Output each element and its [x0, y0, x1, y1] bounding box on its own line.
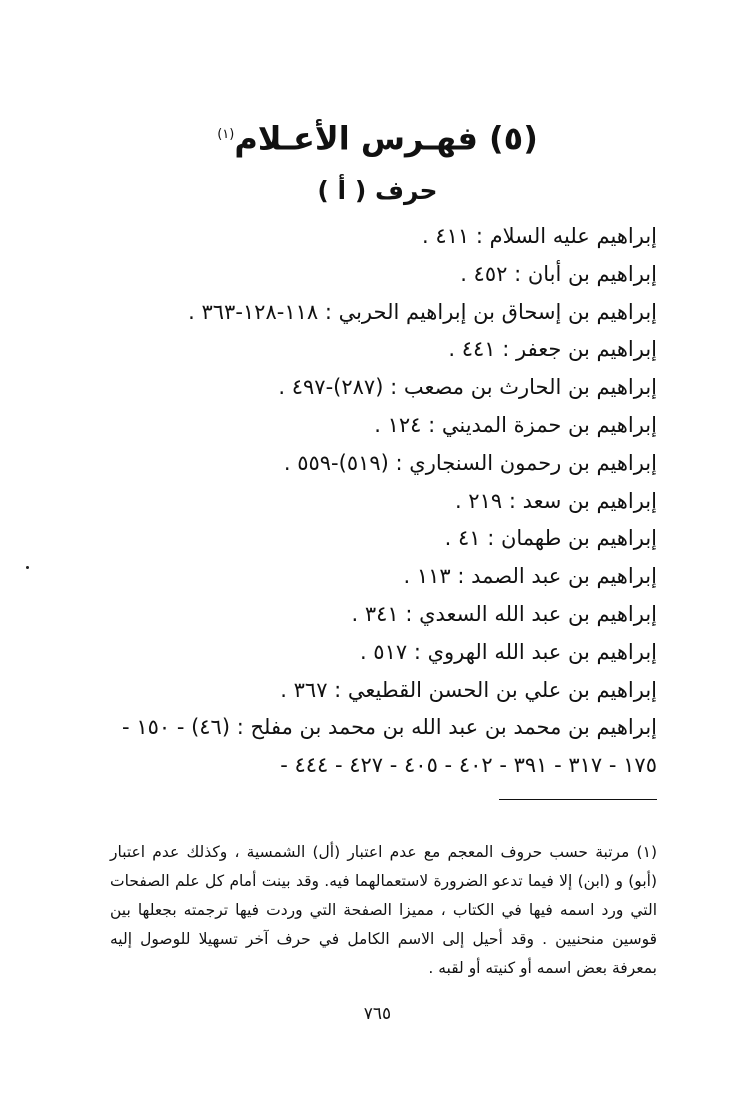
footnote: (١) مرتبة حسب حروف المعجم مع عدم اعتبار (أل) الشمسية ، وكذلك عدم اعتبار (أبو) و (ابن) إلا فيما تدعو الضرورة لاستعمالهما فيه. وقد بينت أمام كل علم الصفحات التي ورد اسمه فيها في الكتاب ، مميزا الصفحة التي وردت فيها ترجمته بجعلها بين قوسين منحنيين . وقد أحيل إلى الاسم الكامل في حرف آخر تسهيلا للوصول إليه بمعرفة بعض اسمه أو كنيته أو لقبه .: [110, 842, 657, 977]
footnote-reference: (١): [217, 127, 235, 143]
index-entry: إبراهيم بن أبان : ٤٥٢ .: [460, 261, 657, 286]
index-entries: [110, 218, 657, 785]
page-title: [0, 113, 755, 161]
footnote-divider: [499, 799, 657, 800]
index-entry: إبراهيم بن سعد : ٢١٩ .: [454, 488, 657, 513]
page-number: ٧٦٥: [363, 1004, 392, 1024]
index-entry: إبراهيم بن عبد الله الهروي : ٥١٧ .: [359, 639, 657, 664]
index-entry: إبراهيم بن رحمون السنجاري : (٥١٩)-٥٥٩ .: [283, 450, 657, 475]
index-entry: إبراهيم بن حمزة المديني : ١٢٤ .: [374, 412, 657, 437]
index-entry: إبراهيم بن جعفر : ٤٤١ .: [448, 337, 657, 362]
index-entry-continuation: ١٧٥ - ٣١٧ - ٣٩١ - ٤٠٢ - ٤٠٥ - ٤٢٧ - ٤٤٤ -: [280, 753, 657, 778]
index-entry: إبراهيم بن عبد الصمد : ١١٣ .: [403, 564, 657, 589]
index-entry-first-line: إبراهيم بن محمد بن عبد الله بن محمد بن مفلح : (٤٦) - ١٥٠ -: [122, 715, 657, 740]
index-entry: إبراهيم بن الحارث بن مصعب : (٢٨٧)-٤٩٧ .: [278, 375, 657, 400]
index-entry: إبراهيم بن عبد الله السعدي : ٣٤١ .: [351, 601, 657, 626]
margin-speck: [26, 566, 29, 569]
index-entry: إبراهيم عليه السلام : ٤١١ .: [421, 224, 657, 248]
index-entry: إبراهيم بن علي بن الحسن القطيعي : ٣٦٧ .: [280, 677, 657, 702]
page-title-text: (٥) فهـرس الأعـلام: [234, 120, 538, 159]
index-entry: إبراهيم بن إسحاق بن إبراهيم الحربي : ١١٨-١٢٨-٣٦٣ .: [188, 299, 657, 324]
section-title: حرف ( أ ): [317, 175, 438, 205]
index-entry: إبراهيم بن طهمان : ٤١ .: [444, 526, 657, 551]
index-entry: [110, 709, 657, 785]
